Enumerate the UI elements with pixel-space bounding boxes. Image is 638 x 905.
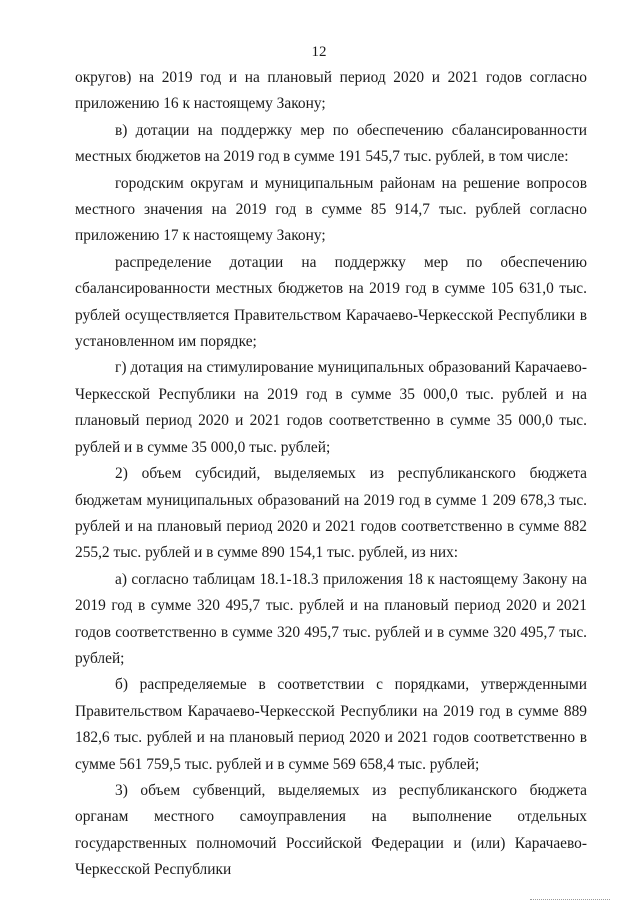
paragraph-item-3-subventions: 3) объем субвенций, выделяемых из республиканского бюджета органам местного самоуправления на выполнение отдельных государственных полномочий Российской Федерации и (или) Карачаево-Черкесской Республики [75,781,587,879]
paragraph-item-b: б) распределяемые в соответствии с порядками, утвержденными Правительством Карачаево-Черкесской Республики на 2019 год в сумме 889 182,6 тыс. рублей и на плановый период 2020 и 2021 годов соответственно в сумме 561 759,5 тыс. рублей и в сумме 569 658,4 тыс. рублей; [75,676,587,773]
scan-edge-mark [530,899,610,902]
page-number: 12 [311,44,327,60]
paragraph-continuation: округов) на 2019 год и на плановый период 2020 и 2021 годов согласно приложению 16 к настоящему Закону; [75,69,587,113]
paragraph-distribution: распределение дотации на поддержку мер по обеспечению сбалансированности местных бюджетов на 2019 год в сумме 105 631,0 тыс. рублей осуществляется Правительством Карачаево-Черкесской Республики в установленном им порядке; [75,253,587,351]
paragraph-item-v: в) дотации на поддержку мер по обеспечению сбалансированности местных бюджетов на 2019 год в сумме 191 545,7 тыс. рублей, в том числе: [75,121,587,166]
paragraph-city-districts: городским округам и муниципальным районам на решение вопросов местного значения на 2019 год в сумме 85 914,7 тыс. рублей согласно приложению 17 к настоящему Закону; [75,174,587,245]
paragraph-item-a: а) согласно таблицам 18.1-18.3 приложения 18 к настоящему Закону на 2019 год в сумме 320 495,7 тыс. рублей и на плановый период 2020 и 2021 годов соответственно в сумме 320 495,7 тыс. рублей и в сумме 320 495,7 тыс. рублей; [75,570,587,667]
document-body [75,65,587,884]
paragraph-item-2-subsidies: 2) объем субсидий, выделяемых из республиканского бюджета бюджетам муниципальных образований на 2019 год в сумме 1 209 678,3 тыс. рублей и на плановый период 2020 и 2021 годов соответственно в сумме 882 255,2 тыс. рублей и в сумме 890 154,1 тыс. рублей, из них: [75,465,587,562]
paragraph-item-g: г) дотация на стимулирование муниципальных образований Карачаево-Черкесской Республики на 2019 год в сумме 35 000,0 тыс. рублей и на плановый период 2020 и 2021 годов соответственно в сумме 35 000,0 тыс. рублей и в сумме 35 000,0 тыс. рублей; [75,359,587,456]
